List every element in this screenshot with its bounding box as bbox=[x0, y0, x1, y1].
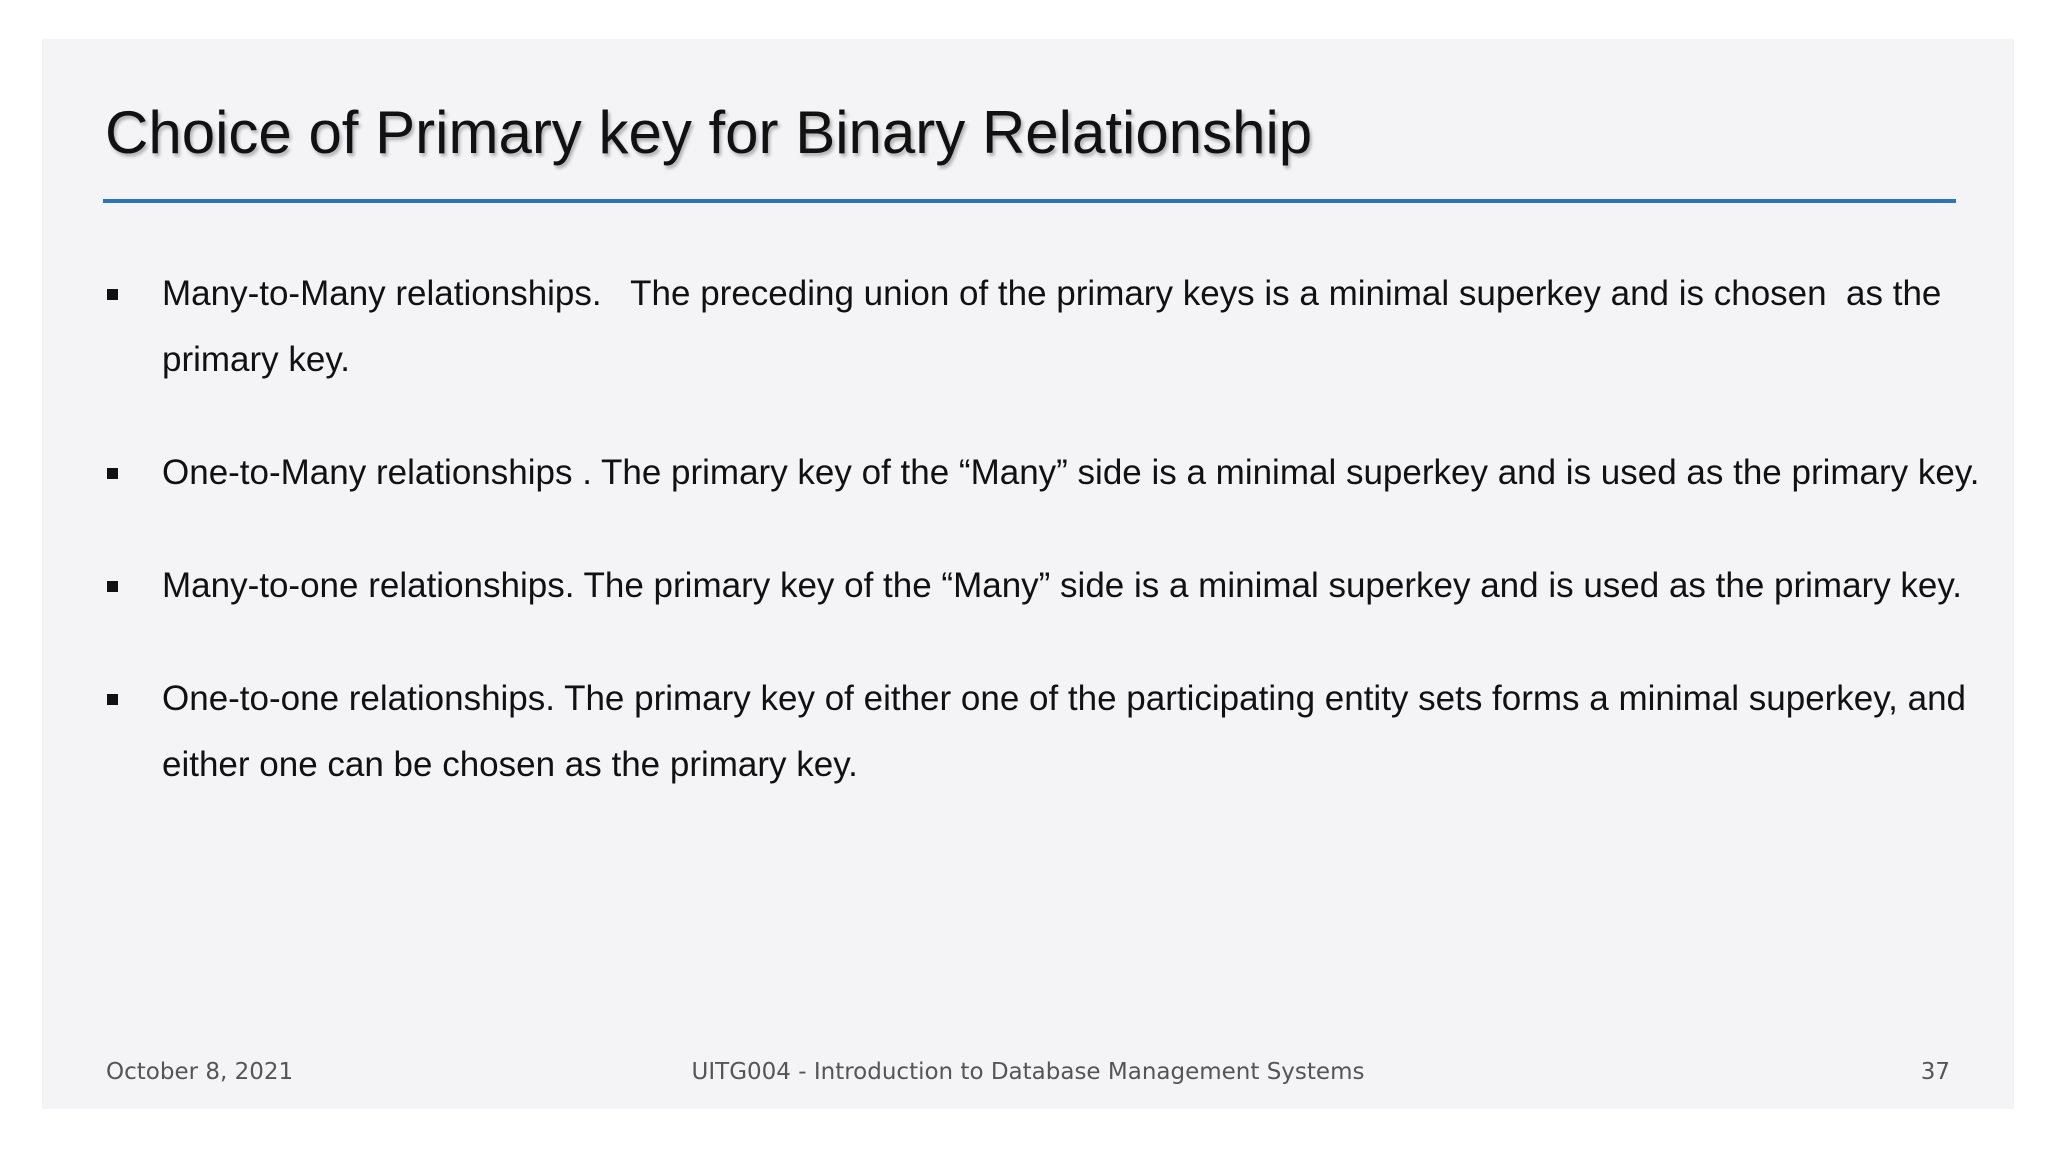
square-bullet-icon bbox=[107, 666, 119, 732]
bullet-list bbox=[105, 261, 2020, 845]
bullet-text: Many-to-Many relationships. The preceding union of the primary keys is a minimal superkey and is chosen as the primary key. bbox=[162, 274, 1952, 379]
bullet-item-many-to-many bbox=[105, 261, 2020, 393]
square-bullet-icon bbox=[107, 261, 119, 327]
slide-title: Choice of Primary key for Binary Relationship bbox=[105, 99, 1313, 166]
bullet-text: Many-to-one relationships. The primary key of the “Many” side is a minimal superkey and is used as the primary key. bbox=[162, 566, 1963, 605]
title-divider bbox=[103, 199, 1956, 203]
bullet-text: One-to-Many relationships . The primary key of the “Many” side is a minimal superkey and is used as the primary key. bbox=[162, 453, 1980, 492]
bullet-item-many-to-one bbox=[105, 553, 2020, 619]
slide bbox=[42, 39, 2014, 1109]
footer-date: October 8, 2021 bbox=[106, 1059, 294, 1085]
footer-course-title: UITG004 - Introduction to Database Management Systems bbox=[691, 1059, 1365, 1085]
square-bullet-icon bbox=[107, 553, 119, 619]
square-bullet-icon bbox=[107, 440, 119, 506]
slide-page-number: 37 bbox=[1920, 1059, 1950, 1085]
bullet-item-one-to-many bbox=[105, 440, 2020, 506]
bullet-text: One-to-one relationships. The primary key of either one of the participating entity sets forms a minimal superkey, and either one can be chosen as the primary key. bbox=[162, 679, 1967, 784]
bullet-item-one-to-one bbox=[105, 666, 2020, 798]
